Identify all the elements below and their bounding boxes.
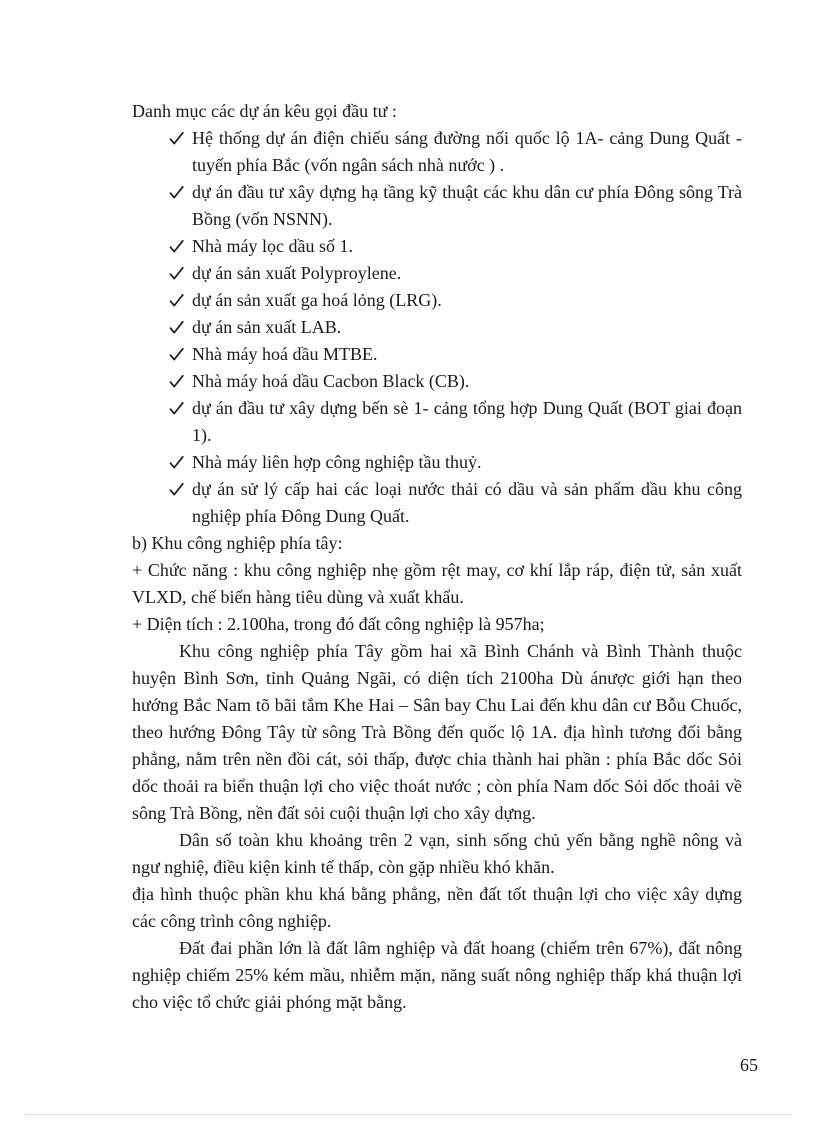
project-list-item xyxy=(132,341,742,368)
project-list-item-text: Nhà máy hoá dầu Cacbon Black (CB). xyxy=(192,371,470,391)
check-icon xyxy=(169,125,187,152)
project-list-item xyxy=(132,314,742,341)
check-icon xyxy=(169,314,187,341)
check-icon xyxy=(169,260,187,287)
check-icon xyxy=(169,476,187,503)
section-b-paragraph: Đất đai phần lớn là đất lâm nghiệp và đất hoang (chiếm trên 67%), đất nông nghiệp chiếm 25% kém mầu, nhiễm mặn, năng suất nông nghiệp thấp khá thuận lợi cho việc tổ chức giải phóng mặt bằng. xyxy=(132,938,742,1012)
project-list-item xyxy=(132,449,742,476)
project-list-item-text: dự án đầu tư xây dựng bến sè 1- cảng tổng hợp Dung Quất (BOT giai đoạn 1). xyxy=(192,398,742,445)
page-divider xyxy=(24,1114,792,1115)
project-list-item-text: dự án sử lý cấp hai các loại nước thải có dầu và sản phẩm dầu khu công nghiệp phía Đông Dung Quất. xyxy=(192,479,742,526)
project-list xyxy=(132,125,742,530)
project-list-item xyxy=(132,395,742,449)
section-b-function: + Chức năng : khu công nghiệp nhẹ gồm rệt may, cơ khí lắp ráp, điện tử, sản xuất VLXD, chế biến hàng tiêu dùng và xuất khẩu. xyxy=(132,560,742,607)
project-list-item-text: dự án sản xuất LAB. xyxy=(192,317,342,337)
project-list-heading: Danh mục các dự án kêu gọi đầu tư : xyxy=(132,101,397,121)
project-list-item-text: Hệ thống dự án điện chiếu sáng đường nối quốc lộ 1A- cảng Dung Quất - tuyến phía Bắc (vốn ngân sách nhà nước ) . xyxy=(192,128,742,175)
section-b-title: b) Khu công nghiệp phía tây: xyxy=(132,533,343,553)
project-list-item-text: dự án sản xuất Polyproylene. xyxy=(192,263,402,283)
project-list-item xyxy=(132,125,742,179)
project-list-item-text: Nhà máy liên hợp công nghiệp tầu thuỷ. xyxy=(192,452,482,472)
page-body xyxy=(132,98,742,1016)
section-b-paragraph: Dân số toàn khu khoảng trên 2 vạn, sinh sống chủ yến bằng nghề nông và ngư nghiệ, điều kiện kinh tế thấp, còn gặp nhiều khó khăn. xyxy=(132,830,742,877)
project-list-item-text: dự án đầu tư xây dựng hạ tầng kỹ thuật các khu dân cư phía Đông sông Trà Bồng (vốn NSNN). xyxy=(192,182,742,229)
check-icon xyxy=(169,449,187,476)
page-number: 65 xyxy=(740,1055,758,1075)
check-icon xyxy=(169,395,187,422)
project-list-item xyxy=(132,368,742,395)
section-b-paragraph: địa hình thuộc phần khu khá bằng phẳng, nền đất tốt thuận lợi cho việc xây dựng các công trình công nghiệp. xyxy=(132,884,742,931)
project-list-item xyxy=(132,287,742,314)
check-icon xyxy=(169,179,187,206)
project-list-item xyxy=(132,476,742,530)
project-list-item-text: Nhà máy lọc dầu số 1. xyxy=(192,236,353,256)
project-list-item-text: Nhà máy hoá dầu MTBE. xyxy=(192,344,378,364)
check-icon xyxy=(169,341,187,368)
check-icon xyxy=(169,233,187,260)
check-icon xyxy=(169,287,187,314)
project-list-item-text: dự án sản xuất ga hoá lỏng (LRG). xyxy=(192,290,442,310)
project-list-item xyxy=(132,260,742,287)
section-b-paragraph: Khu công nghiệp phía Tây gồm hai xã Bình Chánh và Bình Thành thuộc huyện Bình Sơn, tỉnh Quảng Ngãi, có diện tích 2100ha Dù ánược giới hạn theo hướng Bắc Nam tõ bãi tắm Khe Hai – Sân bay Chu Lai đến khu dân cư Bỗu Chuốc, theo hướng Đông Tây từ sông Trà Bồng đến quốc lộ 1A. địa hình tương đối bằng phẳng, nằm trên nền đồi cát, sỏi thấp, được chia thành hai phần : phía Bắc dốc Sỏi dốc thoải ra biển thuận lợi cho việc thoát nước ; còn phía Nam dốc Sỏi dốc thoải về sông Trà Bồng, nền đất sỏi cuội thuận lợi cho xây dựng. xyxy=(132,641,742,823)
project-list-item xyxy=(132,233,742,260)
section-b-area: + Diện tích : 2.100ha, trong đó đất công nghiệp là 957ha; xyxy=(132,614,545,634)
project-list-item xyxy=(132,179,742,233)
check-icon xyxy=(169,368,187,395)
